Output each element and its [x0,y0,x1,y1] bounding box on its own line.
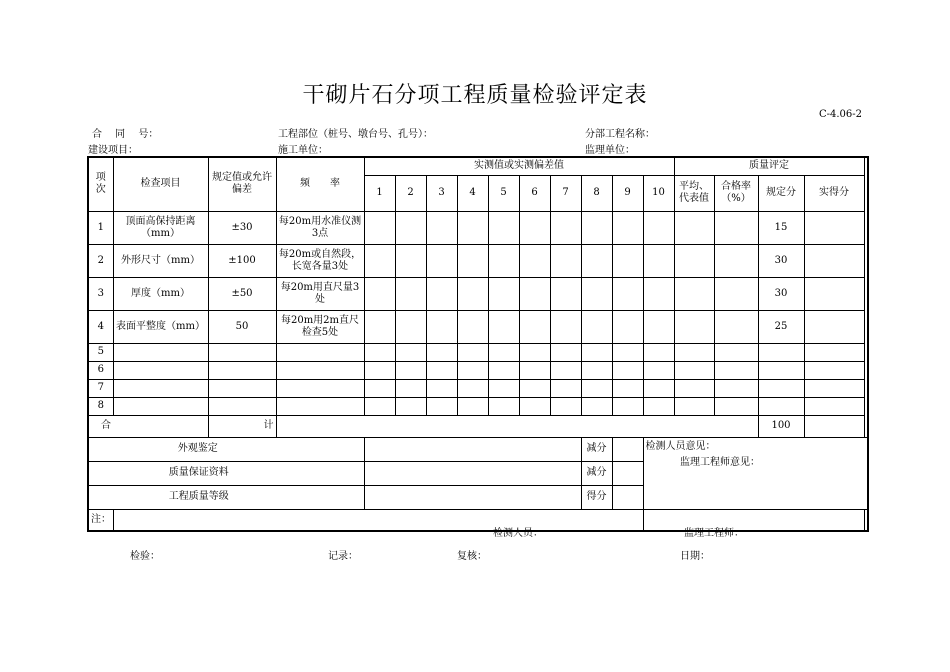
inspector-signature: 检测人员： [493,528,543,539]
measured-cell [519,397,550,415]
row-frequency: 每20m或自然段，长宽各量3处 [276,244,364,277]
measured-cell [488,361,519,379]
row-spec-score [758,379,804,397]
pass-rate-cell [714,379,758,397]
measured-cell [395,397,426,415]
measured-cell [550,211,581,244]
row-spec [208,397,276,415]
measured-cell [612,310,643,343]
measured-cell [550,310,581,343]
table-row [88,211,868,244]
measured-cell [581,397,612,415]
measured-cell [426,343,457,361]
table-row [88,310,868,343]
header-spec-score: 规定分 [758,175,804,211]
measured-cell [364,310,395,343]
row-frequency: 每20m用2m直尺检查5处 [276,310,364,343]
measured-cell [581,361,612,379]
header-item-no: 项次 [88,157,113,211]
measured-cell [457,361,488,379]
inspection-table [87,156,869,532]
measured-cell [612,211,643,244]
row-spec [208,343,276,361]
measured-cell [612,397,643,415]
measured-cell [643,310,674,343]
measured-cell [643,361,674,379]
row-spec-score [758,361,804,379]
measured-cell [364,361,395,379]
form-code: C-4.06-2 [818,109,862,120]
row-spec-score: 15 [758,211,804,244]
sub-project-label: 分部工程名称： [585,129,655,140]
supervisor-signature: 监理工程师： [684,528,744,539]
average-cell [674,244,714,277]
row-item [113,361,208,379]
measured-cell [550,277,581,310]
header-col-3: 3 [426,175,457,211]
row-spec [208,379,276,397]
header-average: 平均、代表值 [674,175,714,211]
row-spec-score: 25 [758,310,804,343]
measured-cell [581,211,612,244]
average-cell [674,211,714,244]
actual-score-cell [804,211,864,244]
actual-score-cell [804,361,864,379]
header-col-8: 8 [581,175,612,211]
measured-cell [581,379,612,397]
header-check-item: 检查项目 [113,157,208,211]
measured-cell [612,361,643,379]
row-item [113,397,208,415]
pass-rate-cell [714,310,758,343]
row-no: 5 [88,343,113,361]
table-row [88,361,868,379]
measured-cell [457,211,488,244]
score-label: 得分 [581,485,612,509]
measured-cell [364,343,395,361]
row-no: 2 [88,244,113,277]
page-title: 干砌片石分项工程质量检验评定表 [302,83,648,108]
average-cell [674,397,714,415]
actual-score-cell [804,310,864,343]
qa-docs-label: 质量保证资料 [88,461,364,485]
measured-cell [643,211,674,244]
measured-cell [395,361,426,379]
row-no: 1 [88,211,113,244]
review-signature: 复核： [457,551,487,562]
measured-cell [519,277,550,310]
measured-cell [426,211,457,244]
row-spec: ±30 [208,211,276,244]
measured-cell [643,244,674,277]
header-quality: 质量评定 [674,157,864,175]
average-cell [674,343,714,361]
contract-no-label: 合 同 号： [92,129,159,140]
grade-label: 工程质量等级 [88,485,364,509]
row-item [113,379,208,397]
header-pass-rate: 合格率（%） [714,175,758,211]
measured-cell [395,343,426,361]
project-part-label: 工程部位（桩号、墩台号、孔号）： [278,129,433,140]
measured-cell [550,343,581,361]
measured-cell [488,211,519,244]
header-col-5: 5 [488,175,519,211]
row-no: 6 [88,361,113,379]
row-frequency: 每20m用直尺量3处 [276,277,364,310]
measured-cell [457,277,488,310]
deduct2-label: 减分 [581,461,612,485]
measured-cell [519,310,550,343]
measured-cell [643,277,674,310]
row-frequency [276,343,364,361]
measured-cell [364,211,395,244]
measured-cell [426,310,457,343]
row-item: 表面平整度（mm） [113,310,208,343]
measured-cell [581,310,612,343]
average-cell [674,361,714,379]
pass-rate-cell [714,343,758,361]
measured-cell [519,343,550,361]
header-measured: 实测值或实测偏差值 [364,157,674,175]
header-col-6: 6 [519,175,550,211]
measured-cell [457,310,488,343]
row-no: 8 [88,397,113,415]
actual-score-cell [804,244,864,277]
row-no: 3 [88,277,113,310]
measured-cell [643,397,674,415]
measured-cell [488,379,519,397]
actual-score-cell [804,379,864,397]
measured-cell [488,244,519,277]
total-score: 100 [758,415,804,437]
measured-cell [581,343,612,361]
table-row [88,397,868,415]
row-frequency: 每20m用水准仪测3点 [276,211,364,244]
table-row [88,244,868,277]
row-frequency [276,397,364,415]
measured-cell [519,211,550,244]
row-spec: ±50 [208,277,276,310]
row-frequency [276,361,364,379]
average-cell [674,310,714,343]
pass-rate-cell [714,397,758,415]
table-row [88,343,868,361]
header-spec: 规定值或允许偏差 [208,157,276,211]
row-spec: ±100 [208,244,276,277]
measured-cell [581,277,612,310]
measured-cell [488,343,519,361]
measured-cell [643,343,674,361]
inspector-opinion: 检测人员意见： [643,437,868,509]
row-item [113,343,208,361]
table-row [88,379,868,397]
measured-cell [457,397,488,415]
measured-cell [364,397,395,415]
measured-cell [519,361,550,379]
measured-cell [488,397,519,415]
measured-cell [395,379,426,397]
check-signature: 检验： [130,551,160,562]
actual-score-cell [804,397,864,415]
row-item: 顶面高保持距离（mm） [113,211,208,244]
measured-cell [426,361,457,379]
measured-cell [612,343,643,361]
measured-cell [519,379,550,397]
actual-score-cell [804,277,864,310]
row-no: 7 [88,379,113,397]
measured-cell [550,244,581,277]
measured-cell [457,244,488,277]
measured-cell [612,244,643,277]
measured-cell [550,361,581,379]
row-frequency [276,379,364,397]
deduct1-label: 减分 [581,437,612,461]
row-spec-score [758,397,804,415]
header-col-9: 9 [612,175,643,211]
measured-cell [550,379,581,397]
measured-cell [488,277,519,310]
pass-rate-cell [714,211,758,244]
measured-cell [612,379,643,397]
supervisor-opinion: 监理工程师意见： [680,457,760,468]
row-no: 4 [88,310,113,343]
row-spec-score [758,343,804,361]
pass-rate-cell [714,361,758,379]
total-label-b: 计 [208,415,276,437]
total-label-a: 合 [88,415,208,437]
note-label: 注： [88,509,113,531]
header-col-4: 4 [457,175,488,211]
measured-cell [364,277,395,310]
measured-cell [457,379,488,397]
header-actual-score: 实得分 [804,175,864,211]
row-item: 外形尺寸（mm） [113,244,208,277]
row-spec-score: 30 [758,244,804,277]
measured-cell [550,397,581,415]
supervision-unit-label: 监理单位： [585,145,635,156]
header-col-7: 7 [550,175,581,211]
row-spec [208,361,276,379]
appearance-label: 外观鉴定 [88,437,364,461]
measured-cell [581,244,612,277]
measured-cell [612,277,643,310]
measured-cell [488,310,519,343]
builder-label: 建设项目： [88,145,138,156]
table-row [88,277,868,310]
measured-cell [395,244,426,277]
row-spec-score: 30 [758,277,804,310]
measured-cell [395,310,426,343]
header-col-1: 1 [364,175,395,211]
measured-cell [519,244,550,277]
measured-cell [426,379,457,397]
measured-cell [395,211,426,244]
average-cell [674,379,714,397]
header-col-10: 10 [643,175,674,211]
average-cell [674,277,714,310]
pass-rate-cell [714,277,758,310]
header-frequency: 频 率 [276,157,364,211]
row-item: 厚度（mm） [113,277,208,310]
header-col-2: 2 [395,175,426,211]
measured-cell [426,277,457,310]
measured-cell [395,277,426,310]
record-signature: 记录： [328,551,358,562]
date-signature: 日期： [680,551,710,562]
measured-cell [364,379,395,397]
measured-cell [643,379,674,397]
measured-cell [457,343,488,361]
construction-unit-label: 施工单位： [278,145,328,156]
measured-cell [364,244,395,277]
actual-score-cell [804,343,864,361]
row-spec: 50 [208,310,276,343]
pass-rate-cell [714,244,758,277]
measured-cell [426,244,457,277]
measured-cell [426,397,457,415]
